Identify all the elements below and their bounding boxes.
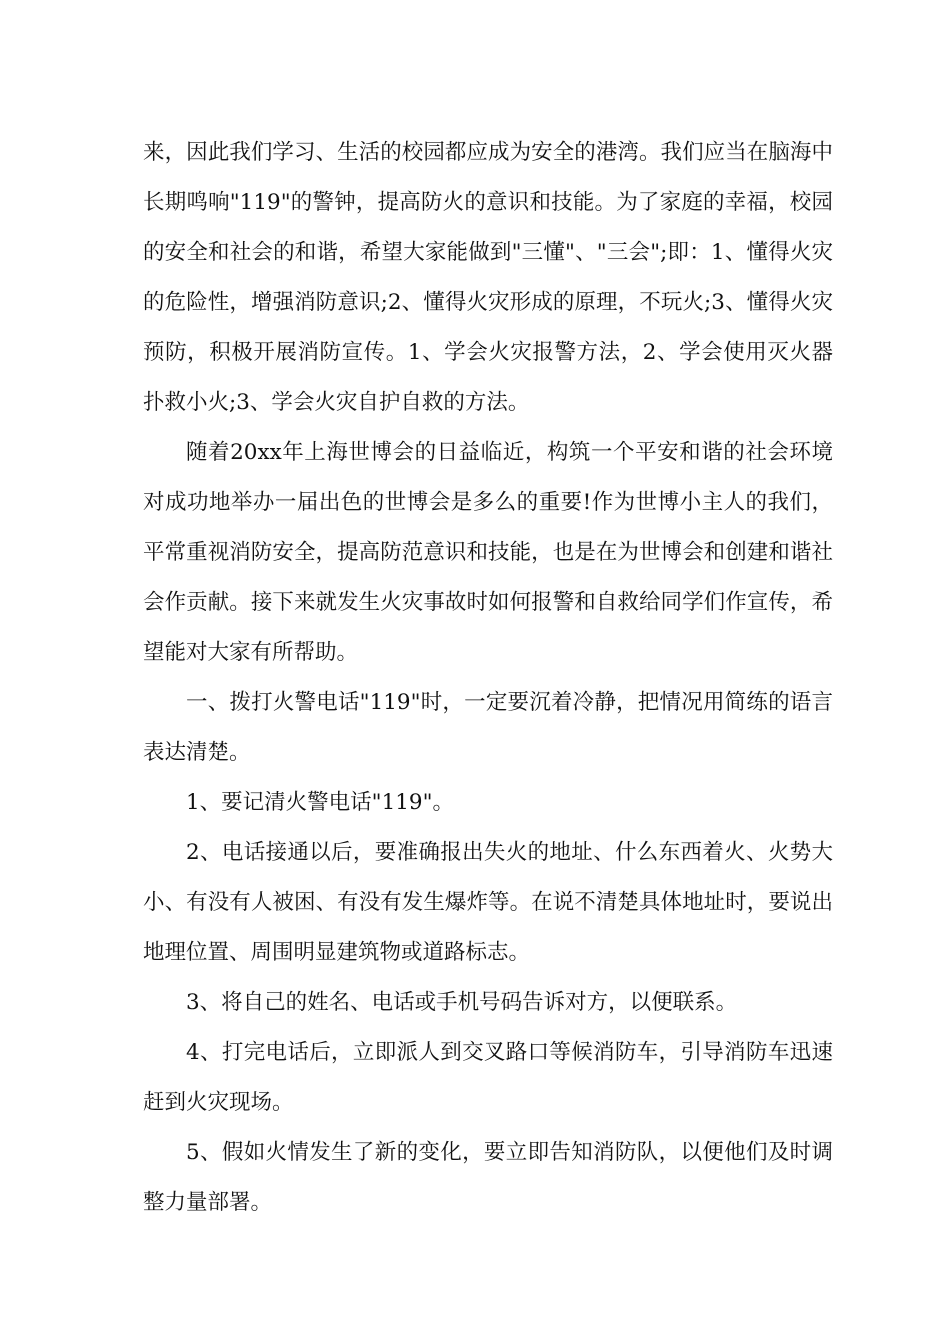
document-body [143, 128, 833, 1228]
paragraph-item-3: 3、将自己的姓名、电话或手机号码告诉对方，以便联系。 [186, 990, 738, 1015]
paragraph-item-4: 4、打完电话后，立即派人到交叉路口等候消防车，引导消防车迅速赶到火灾现场。 [143, 1040, 833, 1115]
paragraph-fire-safety-intro: 来，因此我们学习、生活的校园都应成为安全的港湾。我们应当在脑海中长期鸣响"119"的警钟，提高防火的意识和技能。为了家庭的幸福，校园的安全和社会的和谐，希望大家能做到"三懂"、"三会";即：1、懂得火灾的危险性，增强消防意识;2、懂得火灾形成的原理，不玩火;3、懂得火灾预防，积极开展消防宣传。1、学会火灾报警方法，2、学会使用灭火器扑救小火;3、学会火灾自护自救的方法。 [143, 140, 833, 415]
paragraph-expo-safety: 随着20xx年上海世博会的日益临近，构筑一个平安和谐的社会环境对成功地举办一届出色的世博会是多么的重要!作为世博小主人的我们，平常重视消防安全，提高防范意识和技能，也是在为世博会和创建和谐社会作贡献。接下来就发生火灾事故时如何报警和自救给同学们作宣传，希望能对大家有所帮助。 [143, 440, 833, 665]
paragraph-item-5: 5、假如火情发生了新的变化，要立即告知消防队，以便他们及时调整力量部署。 [143, 1140, 833, 1215]
paragraph-item-2: 2、电话接通以后，要准确报出失火的地址、什么东西着火、火势大小、有没有人被困、有没有发生爆炸等。在说不清楚具体地址时，要说出地理位置、周围明显建筑物或道路标志。 [143, 840, 833, 965]
paragraph-call-119-heading: 一、拨打火警电话"119"时，一定要沉着冷静，把情况用简练的语言表达清楚。 [143, 690, 833, 765]
paragraph-item-1: 1、要记清火警电话"119"。 [186, 790, 454, 815]
